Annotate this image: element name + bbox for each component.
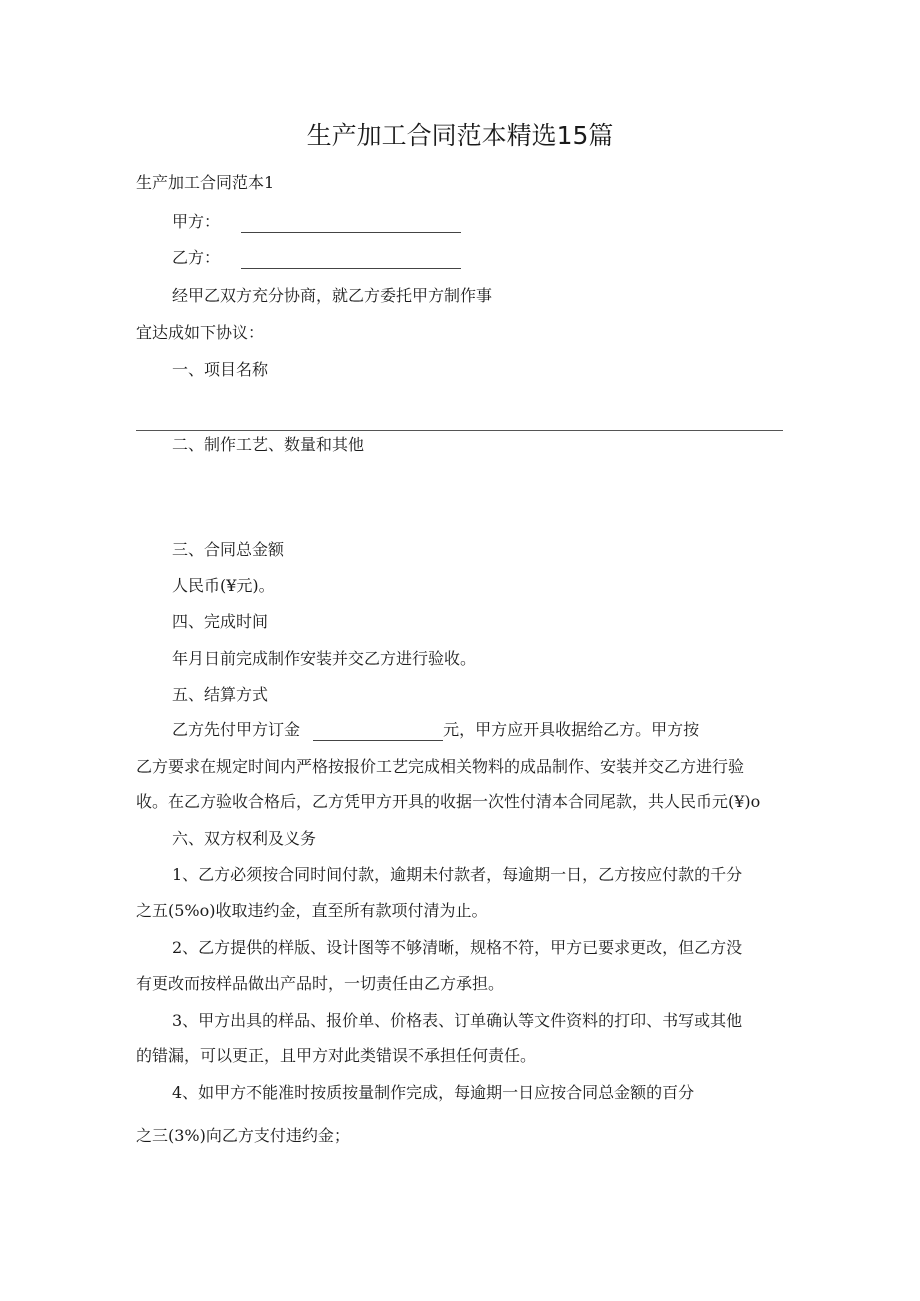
clause-4-line-2: 之三(3%)向乙方支付违约金； <box>136 1126 350 1145</box>
deposit-text: 乙方先付甲方订金 <box>172 720 301 739</box>
section-5-para-2: 乙方要求在规定时间内严格按报价工艺完成相关物料的成品制作、安装并交乙方进行验 <box>136 757 745 776</box>
clause-1-line-1: 1、乙方必须按合同时间付款，逾期未付款者，每逾期一日，乙方按应付款的千分 <box>172 865 743 884</box>
party-a-row <box>172 211 461 233</box>
clause-4-line-1: 4、如甲方不能准时按质按量制作完成，每逾期一日应按合同总金额的百分 <box>172 1083 695 1102</box>
intro-line-1: 经甲乙双方充分协商，就乙方委托甲方制作事 <box>172 286 493 305</box>
clause-3-line-2: 的错漏，可以更正，且甲方对此类错误不承担任何责任。 <box>136 1046 537 1065</box>
section-1-heading: 一、项目名称 <box>172 360 269 379</box>
section-4-body: 年月日前完成制作安装并交乙方进行验收。 <box>172 649 477 668</box>
section-5-para-3: 收。在乙方验收合格后，乙方凭甲方开具的收据一次性付清本合同尾款，共人民币元(¥)o <box>136 792 761 811</box>
section-divider <box>136 430 783 431</box>
clause-2-line-2: 有更改而按样品做出产品时，一切责任由乙方承担。 <box>136 974 505 993</box>
deposit-amount-blank <box>313 722 443 741</box>
deposit-text-cont: 元，甲方应开具收据给乙方。甲方按 <box>443 720 700 739</box>
section-3-heading: 三、合同总金额 <box>172 540 285 559</box>
section-6-heading: 六、双方权利及义务 <box>172 829 317 848</box>
section-4-heading: 四、完成时间 <box>172 612 269 631</box>
party-b-label: 乙方： <box>172 248 221 267</box>
party-a-label: 甲方： <box>172 212 221 231</box>
clause-3-line-1: 3、甲方出具的样品、报价单、价格表、订单确认等文件资料的打印、书写或其他 <box>172 1011 743 1030</box>
party-b-row <box>172 247 461 269</box>
section-5-para-1 <box>172 719 699 741</box>
section-5-heading: 五、结算方式 <box>172 685 269 704</box>
section-3-body: 人民币(¥元)。 <box>172 576 275 595</box>
intro-line-2: 宜达成如下协议： <box>136 323 265 342</box>
party-a-blank <box>241 214 461 233</box>
clause-1-line-2: 之五(5%o)收取违约金，直至所有款项付清为止。 <box>136 901 488 920</box>
contract-subtitle: 生产加工合同范本1 <box>136 173 275 192</box>
section-2-heading: 二、制作工艺、数量和其他 <box>172 435 365 454</box>
clause-2-line-1: 2、乙方提供的样版、设计图等不够清晰，规格不符，甲方已要求更改，但乙方没 <box>172 938 743 957</box>
document-title: 生产加工合同范本精选15篇 <box>306 121 614 150</box>
party-b-blank <box>241 250 461 269</box>
